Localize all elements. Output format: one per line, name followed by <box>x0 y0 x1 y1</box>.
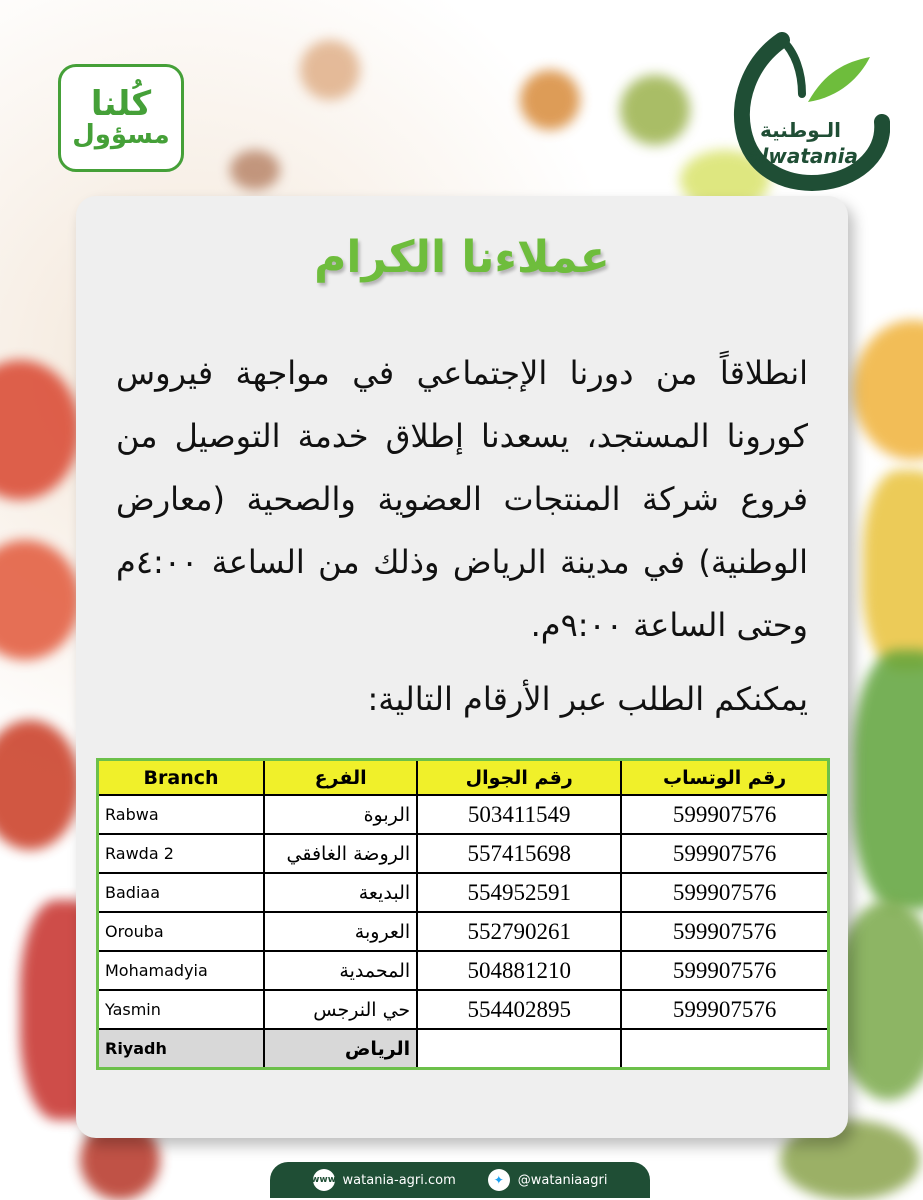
announcement-text: انطلاقاً من دورنا الإجتماعي في مواجهة فيروس كورونا المستجد، يسعدنا إطلاق خدمة التوصيل من فروع شركة المنتجات العضوية والصحية (معارض الوطنية) في مدينة الرياض وذلك من الساعة ٤:٠٠م وحتى الساعة ٩:٠٠م. <box>116 354 808 644</box>
whatsapp-cell: 599907576 <box>621 951 828 990</box>
whatsapp-cell: 599907576 <box>621 990 828 1029</box>
branch-cell: Yasmin <box>98 990 265 1029</box>
whatsapp-cell: 599907576 <box>621 795 828 834</box>
brand-name-arabic: الـوطنية <box>760 118 842 142</box>
header-whatsapp: رقم الوتساب <box>621 760 828 796</box>
branch-cell: Orouba <box>98 912 265 951</box>
brand-logo <box>730 32 890 192</box>
header-branch: Branch <box>98 760 265 796</box>
header-branch-ar: الفرع <box>264 760 417 796</box>
website-text: watania-agri.com <box>342 1172 456 1188</box>
tomato-decoration <box>0 720 80 850</box>
fruit-decoration <box>230 150 280 190</box>
mobile-cell: 554952591 <box>417 873 621 912</box>
empty-cell <box>621 1029 828 1069</box>
website-link[interactable] <box>313 1169 456 1191</box>
mobile-cell: 552790261 <box>417 912 621 951</box>
city-cell: Riyadh <box>98 1029 265 1069</box>
table-row <box>98 795 829 834</box>
globe-icon: www <box>313 1169 335 1191</box>
whatsapp-cell: 599907576 <box>621 912 828 951</box>
branch-cell: Badiaa <box>98 873 265 912</box>
fruit-decoration <box>620 75 690 145</box>
branch-ar-cell: البديعة <box>264 873 417 912</box>
branch-ar-cell: الروضة الغافقي <box>264 834 417 873</box>
twitter-handle: @wataniaagri <box>517 1172 608 1188</box>
twitter-link[interactable] <box>488 1169 608 1191</box>
branches-table <box>96 758 830 1070</box>
branch-ar-cell: حي النرجس <box>264 990 417 1029</box>
brand-name-latin: alwatania <box>748 144 858 168</box>
card-title: عملاءنا الكرام <box>314 232 610 283</box>
table-row <box>98 912 829 951</box>
empty-cell <box>417 1029 621 1069</box>
header-mobile: رقم الجوال <box>417 760 621 796</box>
campaign-logo-line1: كُلنا <box>90 83 152 124</box>
mobile-cell: 503411549 <box>417 795 621 834</box>
mobile-cell: 554402895 <box>417 990 621 1029</box>
branch-cell: Rawda 2 <box>98 834 265 873</box>
table-row <box>98 951 829 990</box>
table-row <box>98 834 829 873</box>
table-row <box>98 873 829 912</box>
tomato-decoration <box>0 360 80 500</box>
table-footer-row <box>98 1029 829 1069</box>
greens-decoration <box>853 650 923 910</box>
whatsapp-cell: 599907576 <box>621 834 828 873</box>
orange-decoration <box>853 320 923 460</box>
apple-logo-icon <box>730 32 890 192</box>
branch-cell: Rabwa <box>98 795 265 834</box>
branch-ar-cell: المحمدية <box>264 951 417 990</box>
twitter-icon: ✦ <box>488 1169 510 1191</box>
contact-footer <box>270 1162 650 1198</box>
table-row <box>98 990 829 1029</box>
banana-decoration <box>863 470 923 670</box>
mobile-cell: 557415698 <box>417 834 621 873</box>
branch-ar-cell: العروبة <box>264 912 417 951</box>
campaign-logo <box>58 64 184 172</box>
campaign-logo-line2: مسؤول <box>72 120 170 151</box>
fruit-decoration <box>520 70 580 130</box>
branch-ar-cell: الربوة <box>264 795 417 834</box>
order-instructions: يمكنكم الطلب عبر الأرقام التالية: <box>367 680 808 718</box>
tomato-decoration <box>0 540 80 660</box>
branch-cell: Mohamadyia <box>98 951 265 990</box>
whatsapp-cell: 599907576 <box>621 873 828 912</box>
fruit-decoration <box>300 40 360 100</box>
mobile-cell: 504881210 <box>417 951 621 990</box>
table-header-row <box>98 760 829 796</box>
city-ar-cell: الرياض <box>264 1029 417 1069</box>
